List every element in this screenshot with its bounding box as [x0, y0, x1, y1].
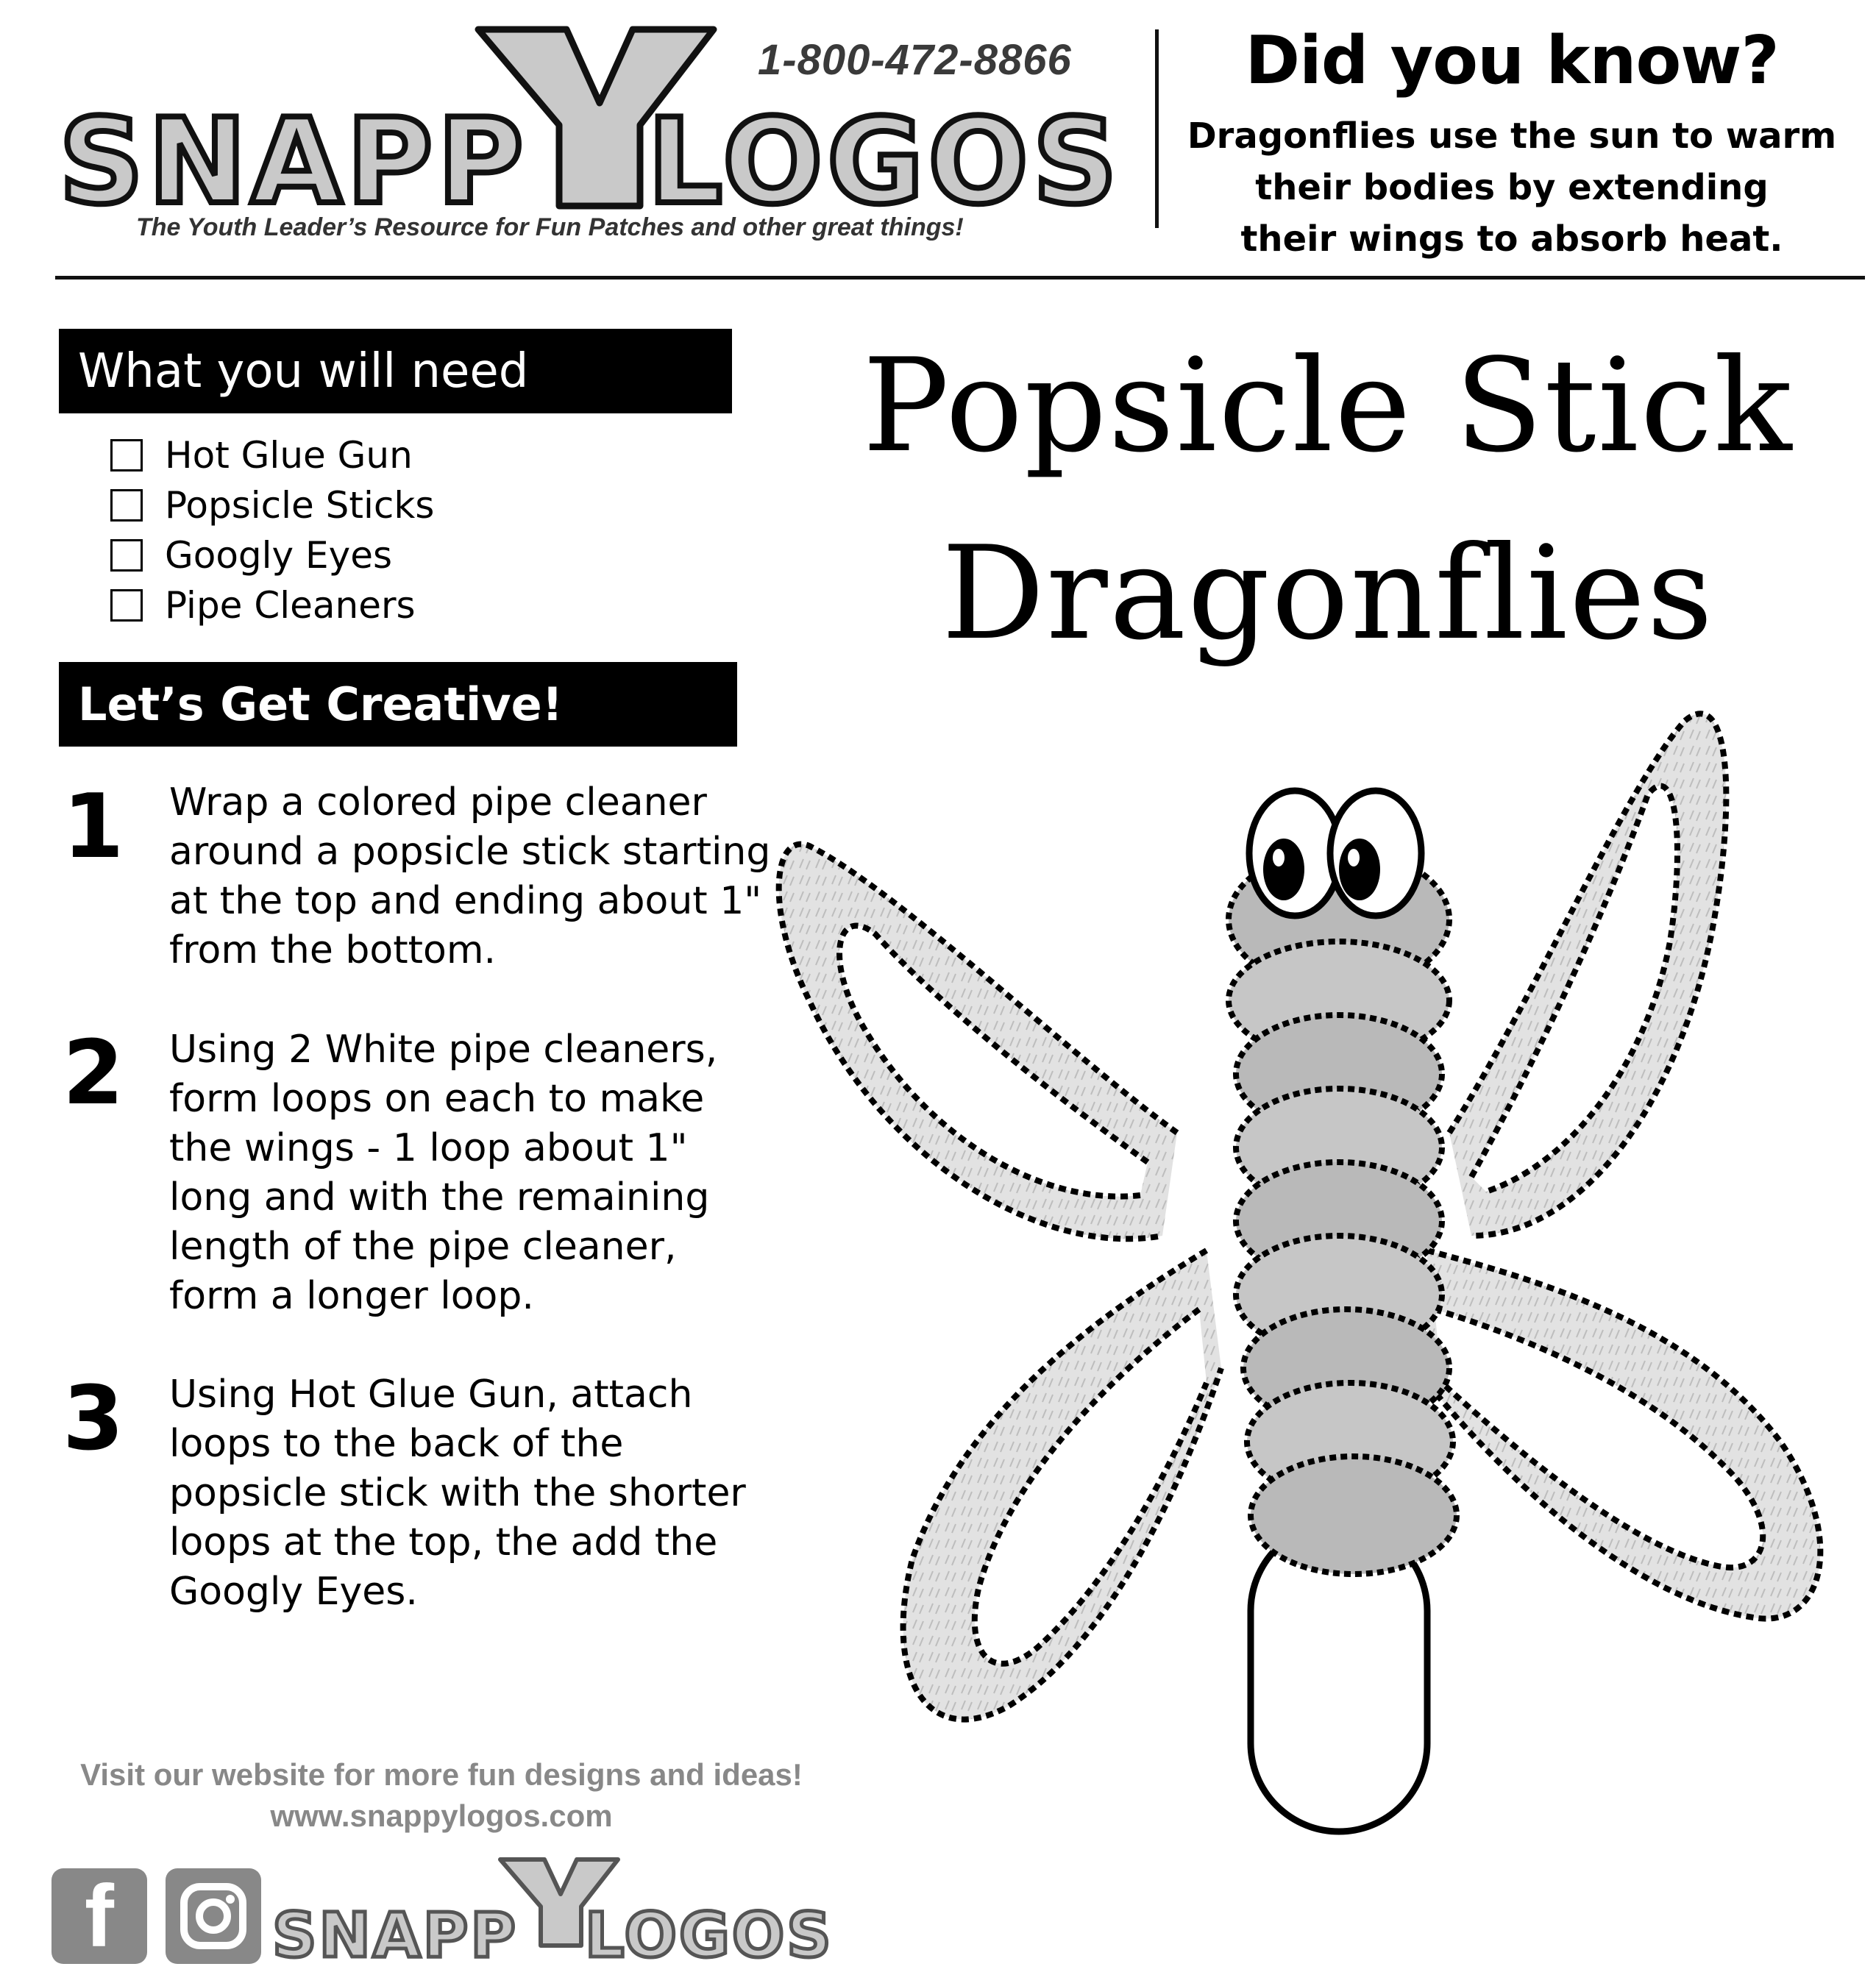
svg-text:SNAPP: SNAPP: [59, 93, 528, 230]
step-line: popsicle stick with the shorter: [169, 1471, 746, 1515]
step-line: form a longer loop.: [169, 1274, 534, 1318]
step-number: 3: [63, 1368, 124, 1470]
checkbox-icon[interactable]: [110, 489, 143, 522]
dragonfly-body: [1229, 850, 1457, 1574]
instagram-icon[interactable]: [166, 1868, 261, 1964]
did-you-know-title: Did you know?: [1245, 22, 1779, 99]
header-divider: [55, 276, 1865, 280]
step-text: [169, 1370, 795, 1617]
did-you-know-line: their wings to absorb heat.: [1240, 218, 1783, 260]
wing-upper-left: [779, 844, 1177, 1239]
step-line: loops at the top, the add the: [169, 1520, 718, 1565]
step-line: long and with the remaining: [169, 1175, 710, 1220]
wing-lower-right: [1427, 1250, 1820, 1619]
step-text: [169, 778, 795, 975]
instagram-glyph: [177, 1879, 250, 1953]
wing-upper-right: [1449, 713, 1726, 1236]
step-line: length of the pipe cleaner,: [169, 1225, 677, 1269]
website-promo: [44, 1754, 839, 1837]
step-line: Wrap a colored pipe cleaner: [169, 780, 707, 825]
phone-number[interactable]: 1-800-472-8866: [758, 36, 1072, 84]
step-text: [169, 1025, 795, 1321]
supply-list: [110, 430, 434, 630]
checkbox-icon[interactable]: [110, 539, 143, 572]
title-line: Dragonflies: [941, 519, 1715, 669]
did-you-know-body: [1181, 110, 1843, 265]
step-line: around a popsicle stick starting: [169, 830, 771, 874]
page-title: [795, 313, 1861, 688]
step-line: at the top and ending about 1": [169, 879, 762, 923]
did-you-know-line: their bodies by extending: [1255, 167, 1769, 208]
tagline: The Youth Leader’s Resource for Fun Patches and other great things!: [136, 213, 964, 241]
checkbox-icon[interactable]: [110, 589, 143, 622]
supply-label: Hot Glue Gun: [165, 434, 413, 477]
supply-item[interactable]: [110, 430, 434, 480]
step-line: Using 2 White pipe cleaners,: [169, 1028, 718, 1072]
create-heading: Let’s Get Creative!: [59, 662, 737, 747]
step-number: 1: [63, 776, 124, 878]
supply-item[interactable]: [110, 530, 434, 580]
supply-label: Popsicle Sticks: [165, 484, 435, 527]
step-line: the wings - 1 loop about 1": [169, 1126, 688, 1170]
svg-text:LOGOS: LOGOS: [647, 93, 1122, 230]
step-line: loops to the back of the: [169, 1422, 624, 1466]
step-line: from the bottom.: [169, 928, 497, 972]
needs-heading: What you will need: [59, 329, 732, 413]
svg-text:LOGOS: LOGOS: [585, 1899, 834, 1971]
website-url[interactable]: www.snappylogos.com: [270, 1798, 613, 1833]
supply-label: Googly Eyes: [165, 534, 393, 577]
step-line: form loops on each to make: [169, 1077, 705, 1121]
did-you-know-line: Dragonflies use the sun to warm: [1187, 115, 1837, 157]
supply-item[interactable]: [110, 480, 434, 530]
svg-text:SNAPP: SNAPP: [272, 1899, 518, 1971]
snappylogos-footer-logo[interactable]: [272, 1854, 846, 1975]
dragonfly-illustration: [765, 677, 1869, 1868]
visit-text: Visit our website for more fun designs and ideas!: [80, 1757, 803, 1792]
supply-item[interactable]: [110, 580, 434, 630]
checkbox-icon[interactable]: [110, 439, 143, 471]
supply-label: Pipe Cleaners: [165, 584, 416, 627]
wing-lower-left: [903, 1250, 1221, 1720]
vertical-divider: [1155, 29, 1159, 228]
step-number: 2: [63, 1022, 124, 1125]
step-line: Using Hot Glue Gun, attach: [169, 1373, 693, 1417]
title-line: Popsicle Stick: [862, 332, 1794, 481]
facebook-icon[interactable]: f: [51, 1868, 147, 1964]
step-line: Googly Eyes.: [169, 1570, 418, 1614]
